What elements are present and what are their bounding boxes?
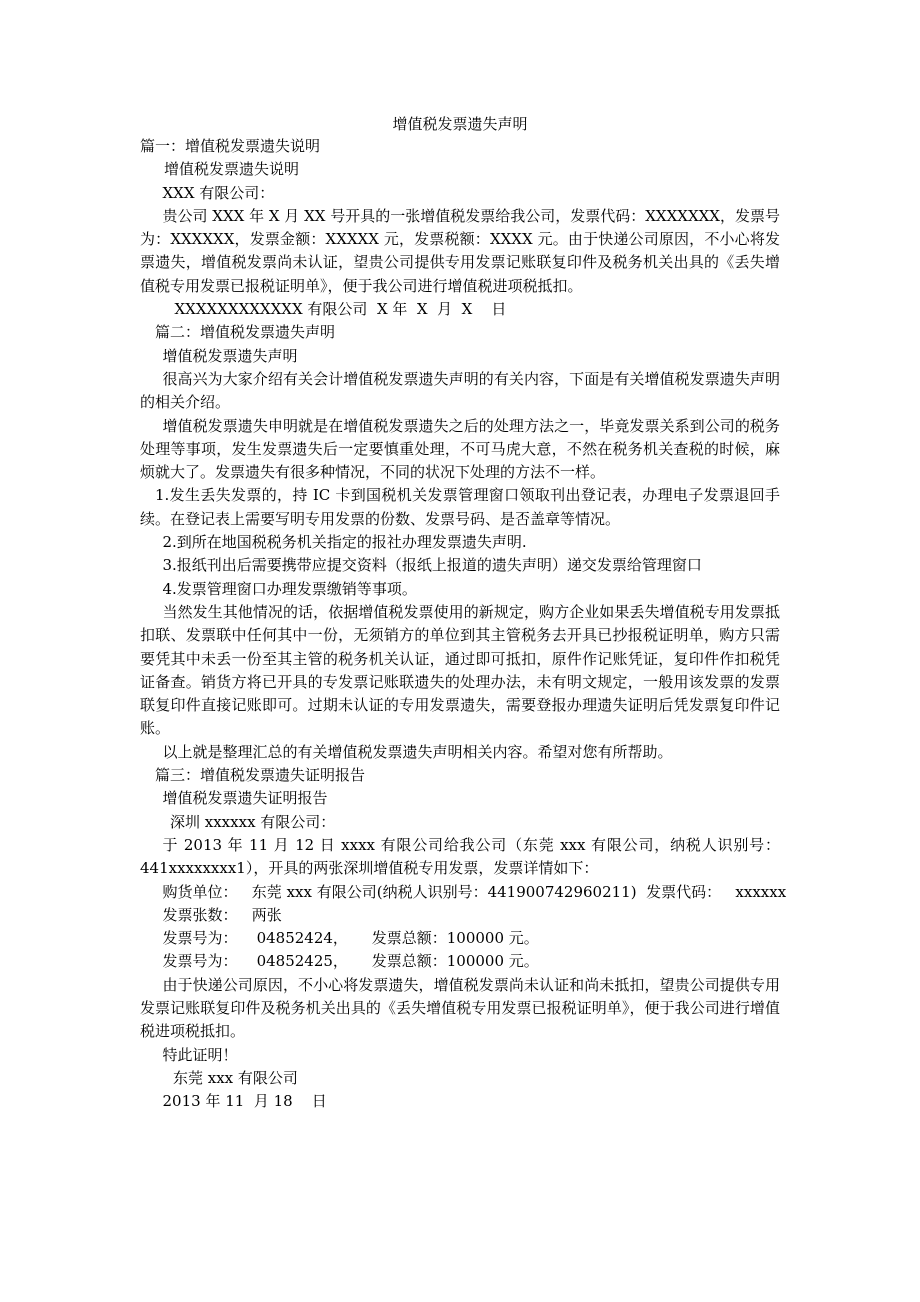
sub-heading-3: 增值税发票遗失证明报告: [162, 789, 328, 808]
list-item: 2.到所在地国税税务机关指定的报社办理发票遗失声明.: [162, 533, 527, 552]
sub-heading-1: 增值税发票遗失说明: [164, 160, 300, 179]
document-title: 增值税发票遗失声明: [392, 115, 528, 133]
paragraph: 由于快递公司原因，不小心将发票遗失，增值税发票尚未认证和尚未抵扣，望贵公司提供专用发票记账联复印件及税务机关出具的《丢失增值税专用发票已报税证明单》，便于我公司进行增值税进项税抵扣。: [140, 975, 780, 1041]
sub-heading-2: 增值税发票遗失声明: [162, 346, 298, 365]
document-body: [140, 135, 787, 1113]
invoice-detail-line: 发票号为： 04852425， 发票总额：100000 元。: [162, 952, 539, 971]
paragraph: 以上就是整理汇总的有关增值税发票遗失声明相关内容。希望对您有所帮助。: [162, 742, 673, 761]
section-heading-2: 篇二：增值税发票遗失声明: [155, 323, 336, 342]
paragraph: 于 2013 年 11 月 12 日 xxxx 有限公司给我公司（东莞 xxx 有限公司，纳税人识别号：441xxxxxxxx1），开具的两张深圳增值税专用发票，发票详情如下：: [140, 835, 780, 878]
invoice-detail-line: 发票号为： 04852424， 发票总额：100000 元。: [162, 929, 539, 948]
invoice-detail-line: 购货单位： 东莞 xxx 有限公司(纳税人识别号：441900742960211) 发票代码： xxxxxx: [162, 882, 787, 901]
section-heading-1: 篇一：增值税发票遗失说明: [140, 137, 321, 155]
list-item: 3.报纸刊出后需要携带应提交资料（报纸上报道的遗失声明）递交发票给管理窗口: [162, 556, 702, 575]
salutation-3: 深圳 xxxxxx 有限公司：: [170, 812, 336, 831]
paragraph: 当然发生其他情况的话，依据增值税发票使用的新规定，购方企业如果丢失增值税专用发票抵扣联、发票联中任何其中一份，无须销方的单位到其主管税务去开具已抄报税证明单，购方只需要凭其中未丢一份至其主管的税务机关认证，通过即可抵扣，原件作记账凭证，复印件作扣税凭证备查。销货方将已开具的专发票记账联遗失的处理办法，未有明文规定，一般用该发票的发票联复印件直接记账即可。过期未认证的专用发票遗失，需要登报办理遗失证明后凭发票复印件记账。: [140, 602, 780, 738]
paragraph: 很高兴为大家介绍有关会计增值税发票遗失声明的有关内容，下面是有关增值税发票遗失声明的相关介绍。: [140, 369, 780, 412]
signature-date: 2013 年 11 月 18 日: [162, 1092, 327, 1111]
signature-company: 东莞 xxx 有限公司: [173, 1068, 298, 1087]
paragraph: 贵公司 XXX 年 X 月 XX 号开具的一张增值税发票给我公司，发票代码：XXXXXXX，发票号为：XXXXXX，发票金额：XXXXX 元，发票税额：XXXX 元。由于快递公司原因，不小心将发票遗失，增值税发票尚未认证，望贵公司提供专用发票记账联复印件及税务机关出具的《丢失增值税专用发票已报税证明单》，便于我公司进行增值税进项税抵扣。: [140, 206, 780, 295]
signature-line-1: XXXXXXXXXXXX 有限公司 X 年 X 月 X 日: [174, 300, 507, 319]
section-heading-3: 篇三：增值税发票遗失证明报告: [155, 766, 366, 785]
salutation-1: XXX 有限公司：: [162, 183, 275, 202]
list-item: 4.发票管理窗口办理发票缴销等事项。: [162, 579, 417, 598]
invoice-detail-line: 发票张数： 两张: [162, 905, 282, 924]
list-item: 1.发生丢失发票的，持 IC 卡到国税机关发票管理窗口领取刊出登记表，办理电子发票退回手续。在登记表上需要写明专用发票的份数、发票号码、是否盖章等情况。: [140, 486, 780, 528]
paragraph: 增值税发票遗失申明就是在增值税发票遗失之后的处理方法之一，毕竟发票关系到公司的税务处理等事项，发生发票遗失后一定要慎重处理，不可马虎大意，不然在税务机关查税的时候，麻烦就大了。发票遗失有很多种情况，不同的状况下处理的方法不一样。: [140, 416, 780, 482]
closing-line: 特此证明！: [162, 1045, 238, 1064]
